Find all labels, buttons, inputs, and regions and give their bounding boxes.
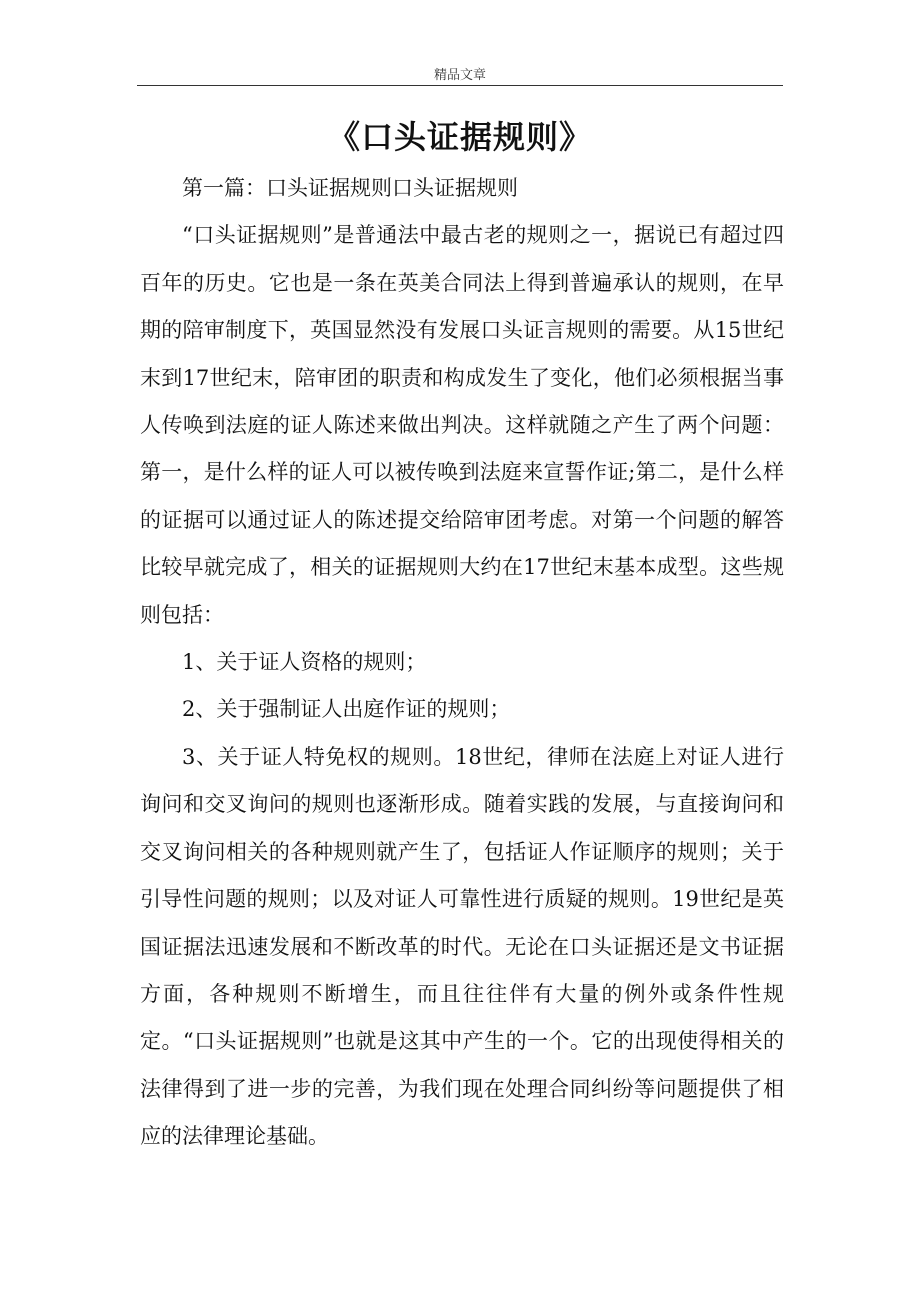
list-item-2: 2、关于强制证人出庭作证的规则； [182,697,511,722]
header-divider [137,85,783,86]
body-paragraph: “口头证据规则”是普通法中最古老的规则之一，据说已有超过四百年的历史。它也是一条在英美合同法上得到普遍承认的规则，在早期的陪审制度下，英国显然没有发展口头证言规则的需要。从15世纪末到17世纪末，陪审团的职责和构成发生了变化，他们必须根据当事人传唤到法庭的证人陈述来做出判决。这样就随之产生了两个问题：第一，是什么样的证人可以被传唤到法庭来宣誓作证;第二，是什么样的证据可以通过证人的陈述提交给陪审团考虑。对第一个问题的解答比较早就完成了，相关的证据规则大约在17世纪末基本成型。这些规则包括： [140,223,784,627]
section-heading: 第一篇：口头证据规则口头证据规则 [182,176,518,200]
list-item-3: 3、关于证人特免权的规则。18世纪，律师在法庭上对证人进行询问和交叉询问的规则也逐渐形成。随着实践的发展，与直接询问和交叉询问相关的各种规则就产生了，包括证人作证顺序的规则；关于引导性问题的规则；以及对证人可靠性进行质疑的规则。19世纪是英国证据法迅速发展和不断改革的时代。无论在口头证据还是文书证据方面，各种规则不断增生，而且往往伴有大量的例外或条件性规定。“口头证据规则”也就是这其中产生的一个。它的出现使得相关的法律得到了进一步的完善，为我们现在处理合同纠纷等问题提供了相应的法律理论基础。 [140,744,784,1149]
document-body [140,165,784,1161]
list-item-1: 1、关于证人资格的规则； [182,650,427,675]
page-header-label: 精品文章 [433,68,486,83]
document-title: 《口头证据规则》 [327,118,592,156]
